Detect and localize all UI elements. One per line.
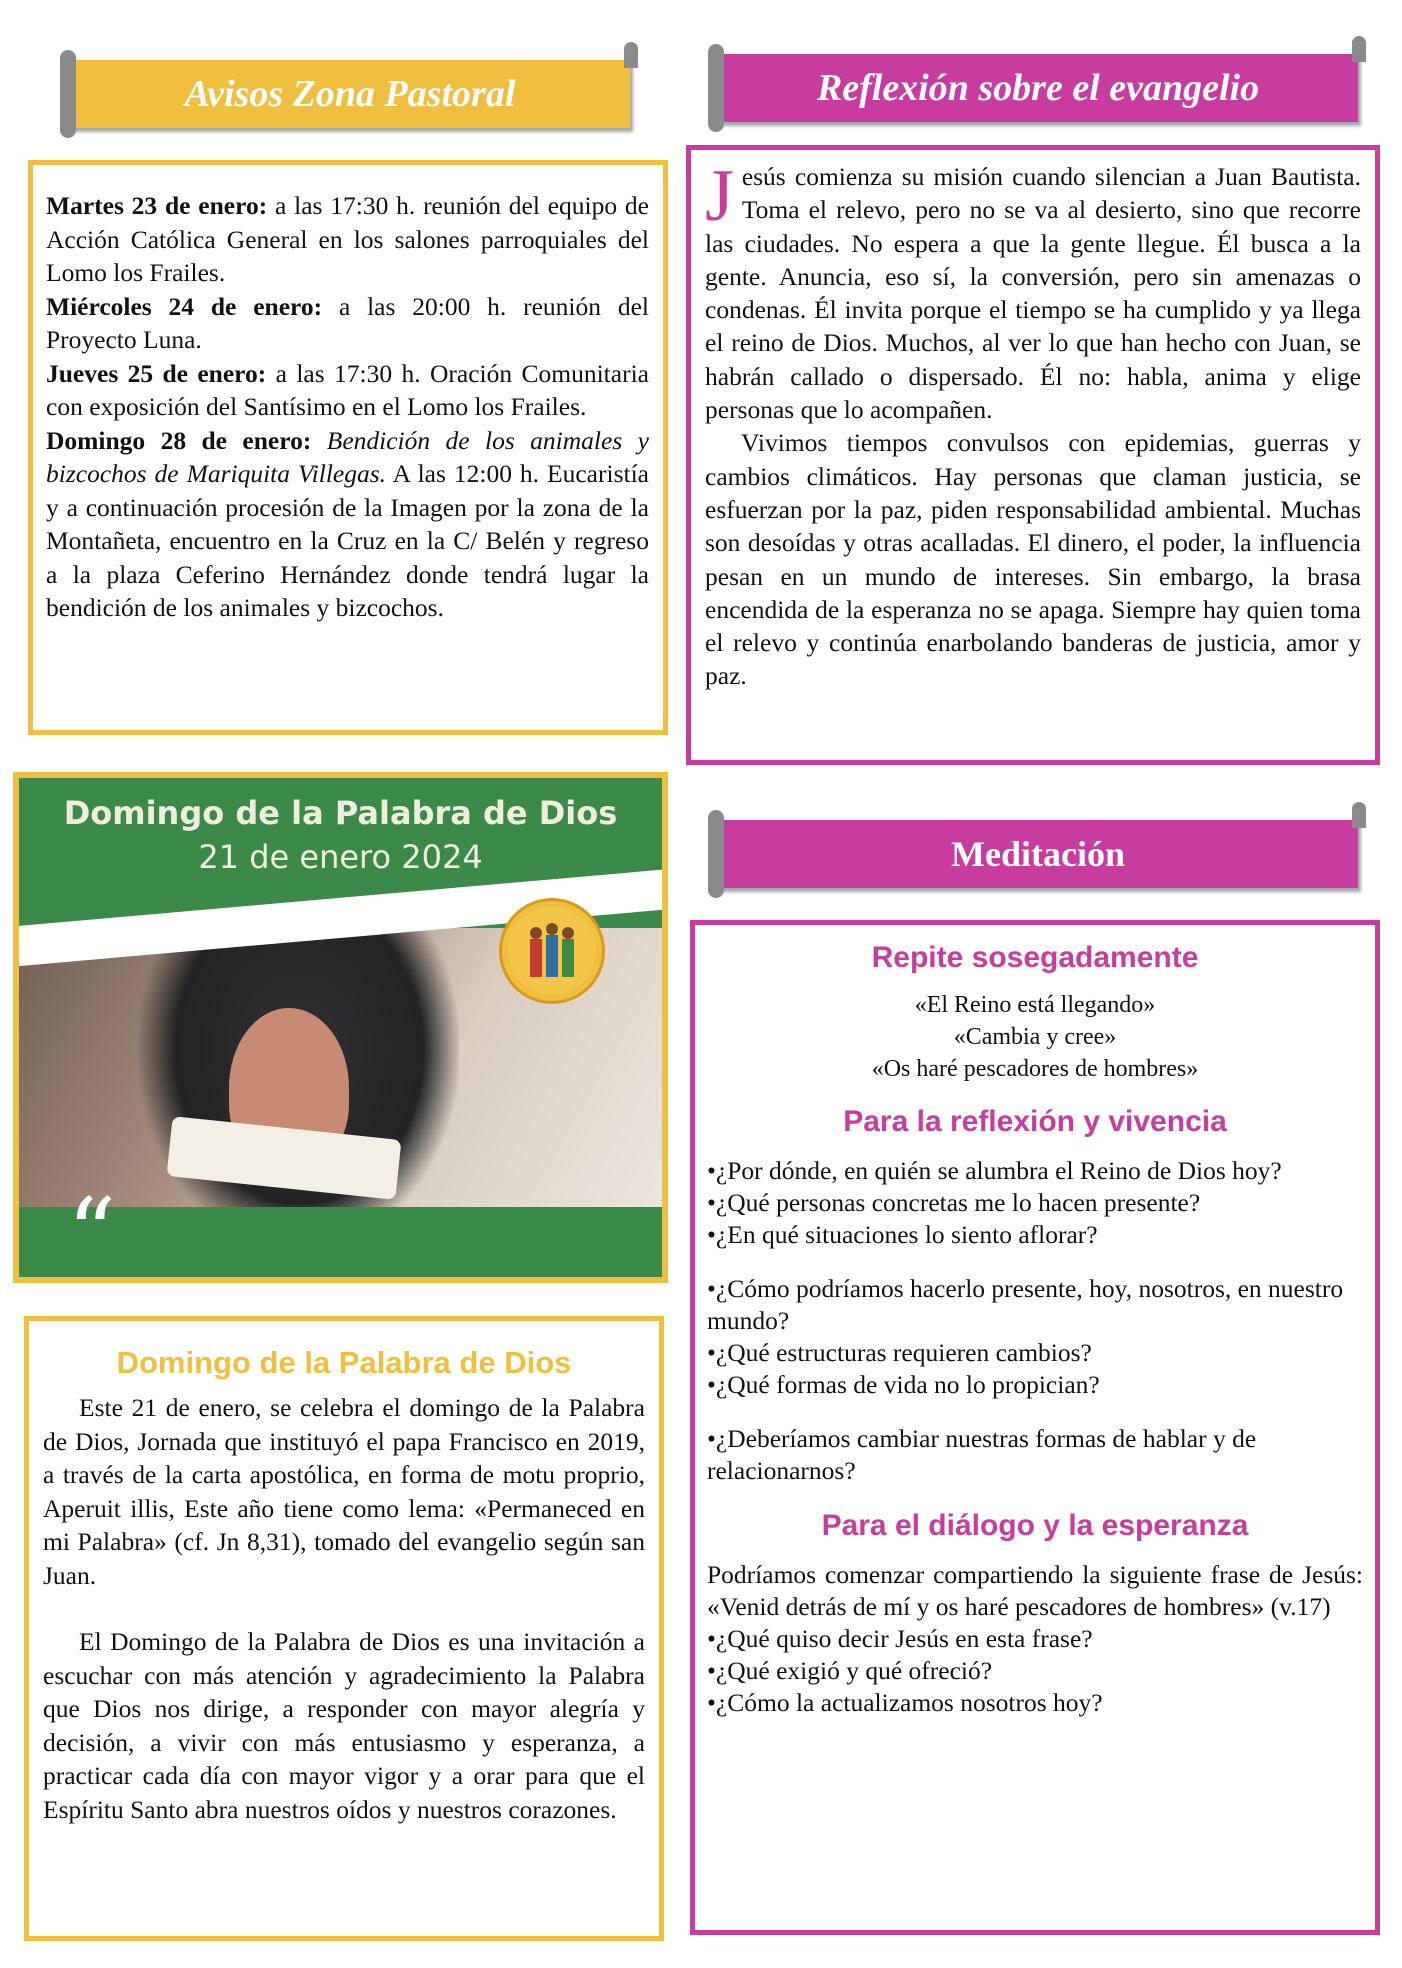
reflexion-title: Reflexión sobre el evangelio (816, 67, 1260, 109)
question: •¿Qué estructuras requieren cambios? (707, 1338, 1092, 1367)
repeat-line: «Os haré pescadores de hombres» (871, 1056, 1199, 1082)
domingo-palabra-box (24, 1316, 664, 1941)
repeat-line: «Cambia y cree» (953, 1024, 1117, 1050)
question: •¿Por dónde, en quién se alumbra el Reino de Dios hoy? (707, 1156, 1282, 1185)
domingo-palabra-image (13, 772, 668, 1283)
section-heading: Para el diálogo y la esperanza (821, 1509, 1249, 1542)
jornada-logo (499, 898, 605, 1004)
aviso-text: a las 17:30 h. Oración Comunitaria con exposición del Santísimo en el Lomo los Frailes. (46, 358, 649, 421)
reflexion-box (686, 145, 1380, 765)
meditacion-banner (718, 820, 1358, 888)
aviso-item (46, 290, 649, 357)
logo-figures (502, 901, 602, 1001)
repeat-line: «El Reino está llegando» (914, 992, 1156, 1018)
avisos-box (28, 160, 668, 735)
question: •¿Cómo la actualizamos nosotros hoy? (707, 1688, 1103, 1717)
question: •¿Qué formas de vida no lo propician? (707, 1370, 1100, 1399)
question: •¿Deberíamos cambiar nuestras formas de hablar y de relacionarnos? (707, 1424, 1257, 1485)
question: •¿Cómo podríamos hacerlo presente, hoy, nosotros, en nuestro mundo? (707, 1274, 1344, 1335)
aviso-item (46, 189, 649, 290)
section-heading: Para la reflexión y vivencia (843, 1105, 1227, 1138)
reflexion-paragraph: Vivimos tiempos convulsos con epidemias, guerras y cambios climáticos. Hay personas que claman justicia, se esfuerzan por la paz, piden responsabilidad ambiental. Muchas son desoídas y otras acalladas. El dinero, el poder, la influencia pesan en un mundo de intereses. Sin embargo, la brasa encendida de la esperanza no se apaga. Siempre hay quien toma el relevo y continúa enarbolando banderas de justicia, amor y paz. (705, 428, 1361, 691)
aviso-date: Martes 23 de enero: (46, 191, 268, 220)
image-date: 21 de enero 2024 (198, 838, 483, 876)
question: •¿Qué quiso decir Jesús en esta frase? (707, 1624, 1093, 1653)
image-title: Domingo de la Palabra de Dios (63, 794, 618, 832)
avisos-banner (70, 60, 630, 128)
domingo-heading: Domingo de la Palabra de Dios (116, 1345, 572, 1380)
domingo-paragraph: Este 21 de enero, se celebra el domingo de la Palabra de Dios, Jornada que instituyó el papa Francisco en 2019, a través de la carta apostólica, en forma de motu proprio, Aperuit illis, Este año tiene como lema: «Permaneced en mi Palabra» (cf. Jn 8,31), tomado del evangelio según san Juan. (43, 1393, 645, 1590)
aviso-date: Miércoles 24 de enero: (46, 291, 323, 321)
aviso-item (46, 357, 649, 424)
question: •¿Qué personas concretas me lo hacen presente? (707, 1188, 1201, 1217)
section-heading: Repite sosegadamente (871, 941, 1199, 974)
reflexion-banner (718, 54, 1358, 122)
dialogo-intro: Podríamos comenzar compartiendo la siguiente frase de Jesús: «Venid detrás de mí y os haré pescadores de hombres» (v.17) (707, 1560, 1363, 1621)
domingo-paragraph: El Domingo de la Palabra de Dios es una invitación a escuchar con más atención y agradecimiento la Palabra que Dios nos dirige, a responder con mayor alegría y decisión, a vivir con más entusiasmo y esperanza, a practicar cada día con mayor vigor y a orar para que el Espíritu Santo abra nuestros oídos y nuestros corazones. (43, 1627, 645, 1824)
aviso-date: Domingo 28 de enero: (46, 425, 312, 455)
aviso-text: A las 12:00 h. Eucaristía y a continuación procesión de la Imagen por la zona de la Montañeta, encuentro en la Cruz en la C/ Belén y regreso a la plaza Ceferino Hernández donde tendrá lugar la bendición de los animales y bizcochos. (46, 459, 649, 622)
aviso-italic: Bendición de los animales y bizcochos de Mariquita Villegas. (46, 425, 649, 488)
meditacion-box (690, 920, 1380, 1935)
reflexion-paragraph (705, 155, 1361, 426)
reflexion-text: esús comienza su misión cuando silencian a Juan Bautista. Toma el relevo, pero no se va al desierto, sino que recorre las ciudades. No espera a que la gente llegue. Él busca a la gente. Anuncia, eso sí, la conversión, pero sin amenazas o condenas. Él invita porque el tiempo se ha cumplido y ya llega el reino de Dios. Muchos, al ver lo que han hecho con Juan, se habrán callado o dispersado. Él no: habla, anima y elige personas que lo acompañen. (705, 162, 1361, 425)
quote-mark: “ (67, 1178, 117, 1283)
aviso-item (46, 424, 649, 625)
question: •¿En qué situaciones lo siento aflorar? (707, 1220, 1098, 1249)
question: •¿Qué exigió y qué ofreció? (707, 1656, 993, 1685)
dropcap: J (705, 155, 734, 237)
aviso-date: Jueves 25 de enero: (46, 358, 267, 388)
meditacion-title: Meditación (951, 834, 1125, 874)
aviso-text: a las 20:00 h. reunión del Proyecto Luna. (46, 291, 649, 354)
avisos-title: Avisos Zona Pastoral (184, 73, 516, 115)
aviso-text: a las 17:30 h. reunión del equipo de Acción Católica General en los salones parroquiales del Lomo los Frailes. (46, 191, 649, 287)
